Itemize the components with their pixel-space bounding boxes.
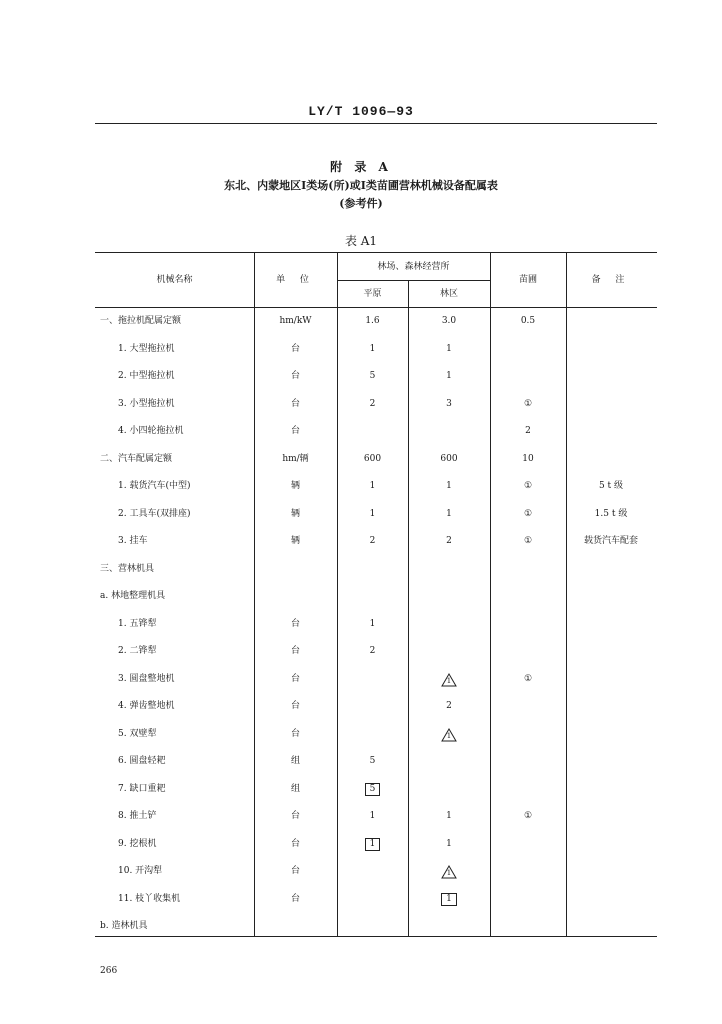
mark-value: 1 bbox=[446, 869, 452, 877]
boxed-value: 1 bbox=[365, 838, 381, 851]
row-unit: 台 bbox=[290, 811, 300, 821]
row-flat-value: 2 bbox=[369, 536, 376, 546]
header-remarks: 备 注 bbox=[591, 275, 631, 285]
table-top-rule bbox=[95, 252, 657, 253]
row-name: 10. 开沟犁 bbox=[118, 866, 163, 876]
row-flat-value: 1.6 bbox=[365, 316, 380, 326]
row-remarks: 载货汽车配套 bbox=[583, 536, 638, 546]
row-name: 一、拖拉机配属定额 bbox=[100, 316, 182, 326]
group-header-rule bbox=[337, 280, 490, 281]
row-name: 1. 大型拖拉机 bbox=[118, 344, 175, 354]
row-forest-value bbox=[408, 673, 490, 687]
standard-code: LY/T 1096—93 bbox=[308, 104, 414, 119]
row-unit: 台 bbox=[290, 674, 300, 684]
boxed-value: 1 bbox=[441, 893, 457, 906]
row-name: 5. 双壁犁 bbox=[118, 729, 157, 739]
row-name: 3. 小型拖拉机 bbox=[118, 399, 175, 409]
row-unit: 台 bbox=[290, 344, 300, 354]
row-name: 6. 圆盘轻耙 bbox=[118, 756, 166, 766]
table-caption: 表 A1 bbox=[344, 234, 378, 248]
row-nursery-value: ① bbox=[523, 811, 533, 821]
row-forest-value bbox=[408, 893, 490, 906]
header-rule bbox=[95, 123, 657, 124]
row-name: 4. 小四轮拖拉机 bbox=[118, 426, 184, 436]
row-nursery-value: ① bbox=[523, 536, 533, 546]
row-flat-value: 5 bbox=[369, 756, 376, 766]
row-flat-value: 2 bbox=[369, 646, 376, 656]
row-unit: 台 bbox=[290, 894, 300, 904]
row-name: 2. 工具车(双排座) bbox=[118, 509, 191, 519]
row-nursery-value: 10 bbox=[522, 454, 534, 464]
row-name: 2. 中型拖拉机 bbox=[118, 371, 175, 381]
row-flat-value: 600 bbox=[363, 454, 382, 464]
row-name: 二、汽车配属定额 bbox=[100, 454, 173, 464]
row-flat-value bbox=[337, 838, 408, 851]
row-forest-value bbox=[408, 865, 490, 879]
row-unit: 组 bbox=[290, 756, 300, 766]
row-forest-value: 1 bbox=[446, 481, 452, 491]
row-nursery-value: ① bbox=[523, 399, 533, 409]
row-name: a. 林地整理机具 bbox=[100, 591, 166, 601]
row-unit: 台 bbox=[290, 839, 300, 849]
appendix-label: 附 录 A bbox=[330, 160, 392, 174]
row-name: 9. 挖根机 bbox=[118, 839, 157, 849]
reference-note: (参考件) bbox=[339, 197, 383, 210]
row-flat-value: 1 bbox=[369, 344, 376, 354]
row-unit: 台 bbox=[290, 426, 300, 436]
row-unit: 台 bbox=[290, 646, 300, 656]
row-remarks: 1.5 t 级 bbox=[594, 509, 628, 519]
row-remarks: 5 t 级 bbox=[598, 481, 624, 491]
row-forest-value: 2 bbox=[446, 701, 452, 711]
row-forest-value: 3.0 bbox=[441, 316, 457, 326]
row-unit: 辆 bbox=[290, 536, 300, 546]
row-name: 3. 圆盘整地机 bbox=[118, 674, 175, 684]
row-unit: 台 bbox=[290, 371, 300, 381]
row-flat-value: 1 bbox=[369, 811, 376, 821]
table-bottom-rule bbox=[95, 936, 657, 937]
row-name: b. 造林机具 bbox=[100, 921, 148, 931]
row-name: 1. 载货汽车(中型) bbox=[118, 481, 191, 491]
row-name: 3. 挂车 bbox=[118, 536, 148, 546]
row-forest-value bbox=[408, 728, 490, 742]
row-unit: 台 bbox=[290, 619, 300, 629]
row-name: 11. 枝丫收集机 bbox=[118, 894, 181, 904]
row-unit: 台 bbox=[290, 399, 300, 409]
row-nursery-value: ① bbox=[523, 481, 533, 491]
row-flat-value: 5 bbox=[369, 371, 376, 381]
row-name: 1. 五铧犁 bbox=[118, 619, 157, 629]
row-forest-value: 600 bbox=[440, 454, 458, 464]
row-unit: 辆 bbox=[290, 481, 300, 491]
appendix-title: 东北、内蒙地区Ⅰ类场(所)或Ⅰ类苗圃营林机械设备配属表 bbox=[224, 179, 498, 192]
row-forest-value: 2 bbox=[446, 536, 452, 546]
row-unit: 辆 bbox=[290, 509, 300, 519]
row-unit: hm/kW bbox=[279, 316, 312, 326]
header-name: 机械名称 bbox=[156, 275, 193, 285]
row-name: 4. 弹齿整地机 bbox=[118, 701, 175, 711]
row-name: 三、营林机具 bbox=[100, 564, 155, 574]
row-nursery-value: ① bbox=[523, 509, 533, 519]
col-divider-remarks bbox=[566, 252, 567, 936]
boxed-value: 5 bbox=[365, 783, 381, 796]
row-forest-value: 1 bbox=[446, 371, 452, 381]
row-forest-value: 1 bbox=[446, 811, 452, 821]
row-forest-value: 1 bbox=[446, 839, 452, 849]
row-flat-value: 1 bbox=[369, 509, 376, 519]
row-nursery-value: 2 bbox=[525, 426, 531, 436]
header-group: 林场、森林经营所 bbox=[377, 262, 450, 272]
row-nursery-value: 0.5 bbox=[520, 316, 536, 326]
col-divider-nursery bbox=[490, 252, 491, 936]
row-forest-value: 3 bbox=[446, 399, 452, 409]
row-name: 2. 二铧犁 bbox=[118, 646, 157, 656]
header-unit: 单 位 bbox=[276, 275, 315, 285]
row-unit: 台 bbox=[290, 729, 300, 739]
mark-value: 1 bbox=[446, 677, 452, 685]
mark-value: 1 bbox=[446, 732, 452, 740]
header-flat: 平原 bbox=[363, 289, 382, 299]
row-flat-value: 1 bbox=[369, 481, 376, 491]
row-name: 7. 缺口重耙 bbox=[118, 784, 166, 794]
row-name: 8. 推土铲 bbox=[118, 811, 157, 821]
page-number: 266 bbox=[100, 966, 118, 976]
header-bottom-rule bbox=[95, 307, 657, 308]
row-unit: 组 bbox=[290, 784, 300, 794]
row-unit: 台 bbox=[290, 701, 300, 711]
row-unit: hm/辆 bbox=[282, 454, 309, 464]
row-unit: 台 bbox=[290, 866, 300, 876]
header-forest: 林区 bbox=[439, 289, 458, 299]
row-flat-value bbox=[337, 783, 408, 796]
row-flat-value: 2 bbox=[369, 399, 376, 409]
row-forest-value: 1 bbox=[446, 344, 452, 354]
row-flat-value: 1 bbox=[369, 619, 376, 629]
row-nursery-value: ① bbox=[523, 674, 533, 684]
row-forest-value: 1 bbox=[446, 509, 452, 519]
header-nursery: 苗圃 bbox=[518, 275, 537, 285]
